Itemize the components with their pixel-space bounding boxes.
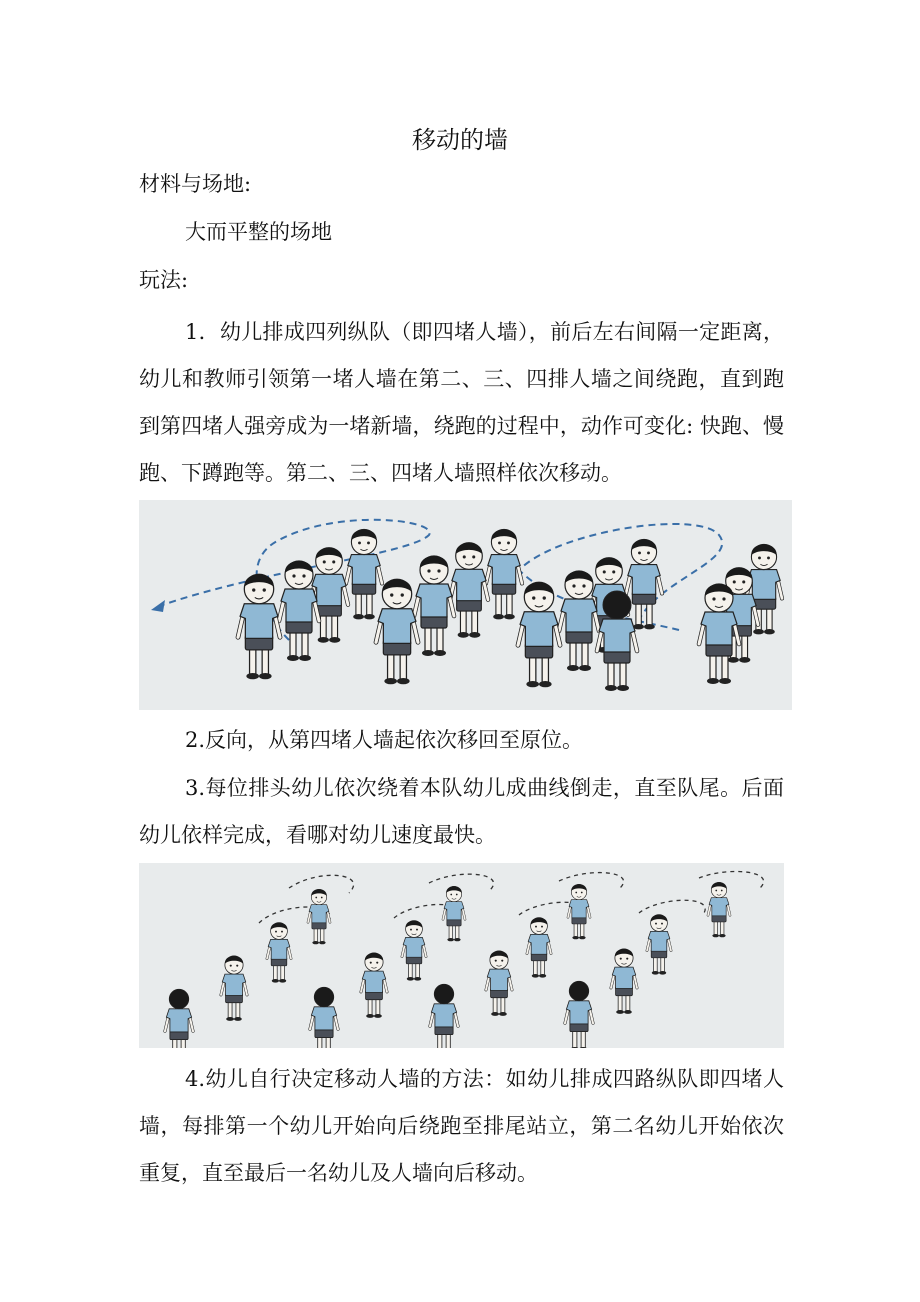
child-figure [402,921,426,981]
child-figure [527,918,551,978]
walking-path [639,900,705,913]
child-figure [626,539,662,629]
step-3-paragraph: 3.每位排头幼儿依次绕着本队幼儿成曲线倒走，直至队尾。后面幼儿依样完成，看哪对幼儿速度最快。 [139,776,784,847]
child-figure [267,923,291,983]
child-figure [165,989,193,1048]
child-figure [518,582,560,687]
child-figure [647,915,671,975]
child-figure [565,981,593,1048]
child-figure [238,574,280,679]
child-figure [568,884,590,939]
child-figure [376,579,418,684]
step-1-paragraph: 1．幼儿排成四列纵队（即四堵人墙），前后左右间隔一定距离，幼儿和教师引领第一堵人墙在第二、三、四排人墙之间绕跑，直到跑到第四堵人强旁成为一堵新墙，绕跑的过程中，动作可变化: 快跑、慢跑、下蹲跑等。第二、三、四堵人墙照样依次移动。 [139,320,784,485]
arrow-head-icon [151,600,165,612]
materials-text: 大而平整的场地 [185,220,332,244]
child-figure [346,529,382,619]
child-figure [361,953,387,1018]
moving-wall-illustration [139,500,792,710]
play-heading: 玩法: [139,268,189,292]
child-figure [708,882,730,937]
child-figure [443,886,465,941]
child-figure [308,889,330,944]
step-2-paragraph: 2.反向，从第四堵人墙起依次移回至原位。 [185,728,584,752]
walking-path [429,874,494,891]
child-figure [430,984,458,1048]
child-figure [486,529,522,619]
child-figure [310,987,338,1048]
child-figure [279,561,319,661]
child-figure [310,548,348,643]
walking-path [699,871,764,889]
step-4-paragraph: 4.幼儿自行决定移动人墙的方法：如幼儿排成四路纵队即四堵人墙，每排第一个幼儿开始向后绕跑至排尾站立，第二名幼儿开始依次重复，直至最后一名幼儿及人墙向后移动。 [139,1067,784,1185]
child-figure [486,951,512,1016]
child-figure [611,949,637,1014]
serpentine-walk-illustration [139,863,784,1048]
child-figure [450,543,488,638]
walking-path [559,873,624,889]
materials-heading: 材料与场地: [139,172,252,196]
child-figure [221,956,247,1021]
page-title: 移动的墙 [412,126,508,154]
child-figure [559,571,599,671]
